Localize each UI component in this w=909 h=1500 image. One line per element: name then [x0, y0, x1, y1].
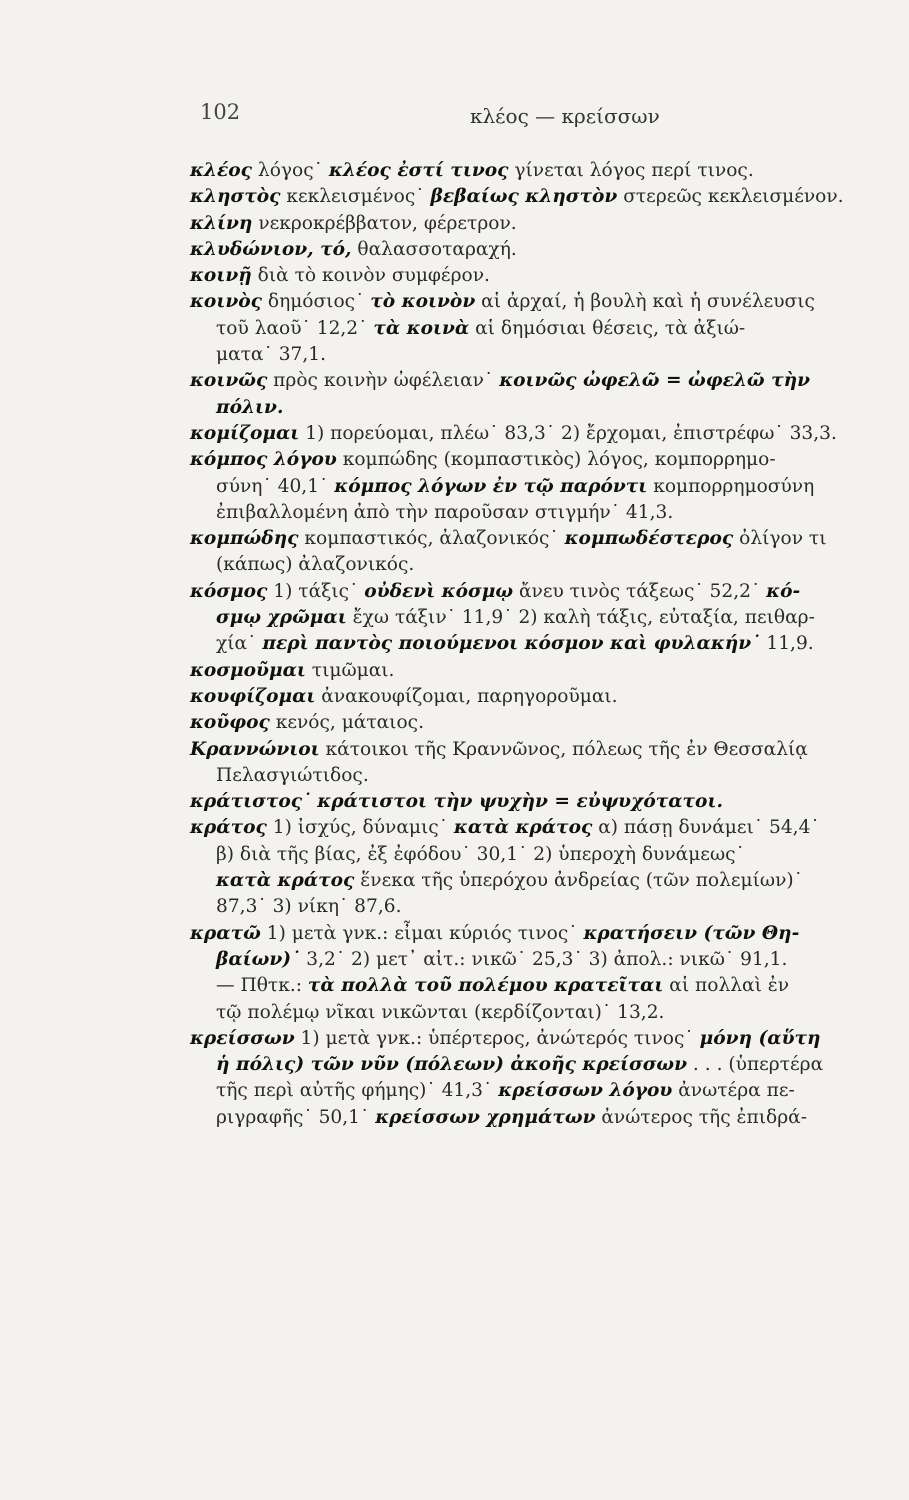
definition-text: αἱ ἀρχαί, ἡ βουλὴ καὶ ἡ συνέλευσις	[475, 291, 815, 313]
definition-text: αἱ πολλαὶ ἐν	[663, 975, 790, 997]
definition-text: διὰ τὸ κοινὸν συμφέρον.	[251, 265, 490, 287]
definition-text: ἕνεκα τῆς ὑπερόχου ἀνδρείας (τῶν πολεμίων)˙	[354, 870, 803, 892]
phrase: τὸ κοινὸν	[370, 291, 476, 313]
entry-line	[190, 184, 909, 210]
headword: κοσμοῦμαι	[190, 659, 306, 681]
headword: κλέος	[190, 160, 253, 181]
definition-text: τιμῶμαι.	[305, 659, 395, 681]
definition-text: κεκλεισμένος˙	[280, 186, 431, 208]
phrase: τὰ πολλὰ τοῦ πολέμου κρατεῖται	[307, 975, 664, 997]
entry-line	[190, 395, 909, 421]
definition-text: (κάπως) ἀλαζονικός.	[216, 554, 415, 576]
entry-line	[190, 1105, 909, 1131]
headword: κρείσσων	[190, 1027, 295, 1049]
headword: κοινῇ	[190, 265, 252, 287]
definition-text: θαλασσοταραχή.	[351, 238, 517, 260]
entry-line	[190, 211, 909, 237]
entry-line	[190, 631, 909, 657]
definition-text: ριγραφῆς˙ 50,1˙	[216, 1106, 376, 1128]
phrase: κλέος ἐστί τινος	[328, 160, 509, 181]
entry-line	[190, 368, 909, 394]
entry-line	[190, 789, 909, 815]
phrase: μόνη (αὕτη	[699, 1027, 821, 1049]
entry-line	[190, 973, 909, 999]
phrase: κατὰ κράτος	[453, 817, 593, 839]
definition-text: δημόσιος˙	[261, 291, 371, 313]
entry-line	[190, 1078, 909, 1104]
headword: κλίνη	[190, 212, 253, 234]
definition-text: κομπαστικός, ἀλαζονικός˙	[298, 528, 565, 550]
page-header	[0, 100, 909, 140]
entry-line	[190, 710, 909, 736]
entry-line	[190, 579, 909, 605]
headword: κράτος	[190, 817, 267, 839]
definition-text: ὀλίγον τι	[733, 528, 827, 550]
definition-text: ἄνευ τινὸς τάξεως˙ 52,2˙	[513, 580, 767, 602]
entry-line	[190, 684, 909, 710]
headword: κόσμος	[190, 580, 268, 602]
phrase: οὐδενὶ κόσμῳ	[364, 580, 514, 602]
definition-text: — Πθτκ.:	[216, 975, 308, 997]
entry-line	[190, 1026, 909, 1052]
entry-line	[190, 1000, 909, 1026]
definition-text: τῷ πολέμῳ νῖκαι νικῶνται (κερδίζονται)˙ 13,2.	[216, 1001, 665, 1023]
entry-line	[190, 842, 909, 868]
definition-text: 1) ἰσχύς, δύναμις˙	[266, 817, 454, 839]
definition-text: στερεῶς κεκλεισμένον.	[617, 186, 844, 208]
entry-line	[190, 947, 909, 973]
definition-text: Πελασγιώτιδος.	[216, 764, 369, 786]
entry-line	[190, 474, 909, 500]
headword: κόμπος λόγου	[190, 449, 337, 471]
entry-line	[190, 815, 909, 841]
definition-text: κομπορρημοσύνη	[647, 475, 815, 497]
headword: Κραννώνιοι	[190, 738, 320, 760]
phrase: κό-	[766, 580, 801, 602]
definition-text: ματα˙ 37,1.	[216, 344, 327, 366]
entry-line	[190, 605, 909, 631]
definition-text: αἱ δημόσιαι θέσεις, τὰ ἀξιώ-	[469, 317, 746, 339]
headword: κουφίζομαι	[190, 685, 316, 707]
definition-text: τῆς περὶ αὐτῆς φήμης)˙ 41,3˙	[216, 1080, 499, 1102]
glossary-entries	[190, 158, 909, 1131]
entry-line	[190, 921, 909, 947]
definition-text: πρὸς κοινὴν ὠφέλειαν˙	[267, 370, 500, 392]
running-title: κλέος — κρείσσων	[470, 104, 660, 128]
definition-text: 87,3˙ 3) νίκη˙ 87,6.	[216, 896, 402, 918]
entry-line	[190, 1052, 909, 1078]
headword: κοῦφος	[190, 712, 270, 734]
headword: κομπώδης	[190, 528, 299, 550]
phrase: κοινῶς ὠφελῶ = ὠφελῶ τὴν	[499, 370, 811, 392]
headword: κληστὸς	[190, 186, 281, 208]
definition-text: λόγος˙	[252, 160, 329, 181]
phrase: κατὰ κράτος	[216, 870, 355, 892]
entry-line	[190, 263, 909, 289]
phrase: κράτιστοι τὴν ψυχὴν = εὐψυχότατοι.	[317, 791, 723, 813]
entry-line	[190, 500, 909, 526]
definition-text: α) πάσῃ δυνάμει˙ 54,4˙	[592, 817, 820, 839]
phrase: βαίων)˙	[216, 948, 301, 970]
phrase: περὶ παντὸς ποιούμενοι κόσμον καὶ φυλακήν˙	[262, 633, 761, 655]
entry-line	[190, 894, 909, 920]
entry-line	[190, 342, 909, 368]
entry-line	[190, 737, 909, 763]
definition-text: 1) πορεύομαι, πλέω˙ 83,3˙ 2) ἔρχομαι, ἐπιστρέφω˙ 33,3.	[299, 422, 837, 444]
definition-text: ἀνακουφίζομαι, παρηγοροῦμαι.	[315, 685, 618, 707]
phrase: κρείσσων λόγου	[498, 1080, 673, 1102]
entry-line	[190, 447, 909, 473]
headword: κοινῶς	[190, 370, 268, 392]
entry-line	[190, 421, 909, 447]
entry-line	[190, 316, 909, 342]
definition-text: 1) τάξις˙	[267, 580, 365, 602]
entry-line	[190, 658, 909, 684]
phrase: σμῳ χρῶμαι	[216, 607, 347, 629]
definition-text: 1) μετὰ γνκ.: εἶμαι κύριός τινος˙	[260, 922, 584, 944]
entry-line	[190, 868, 909, 894]
entry-line	[190, 526, 909, 552]
headword: κοινὸς	[190, 291, 262, 313]
entry-line	[190, 237, 909, 263]
definition-text: χία˙	[216, 633, 263, 655]
phrase: τὰ κοινὰ	[373, 317, 470, 339]
definition-text: 11,9.	[760, 633, 814, 655]
phrase: πόλιν.	[216, 396, 284, 418]
definition-text: ἀνωτέρα πε-	[672, 1080, 795, 1102]
headword: κράτιστος˙	[190, 791, 312, 813]
definition-text: νεκροκρέββατον, φέρετρον.	[252, 212, 517, 234]
definition-text: κομπώδης (κομπαστικὸς) λόγος, κομπορρημο-	[336, 449, 776, 471]
definition-text: γίνεται λόγος περί τινος.	[508, 160, 754, 181]
definition-text: τοῦ λαοῦ˙ 12,2˙	[216, 317, 374, 339]
headword: κομίζομαι	[190, 422, 300, 444]
definition-text: ἐπιβαλλομένη ἀπὸ τὴν παροῦσαν στιγμήν˙ 41,3.	[216, 501, 674, 523]
phrase: βεβαίως κληστὸν	[430, 186, 618, 208]
definition-text: 1) μετὰ γνκ.: ὑπέρτερος, ἀνώτερός τινος˙	[294, 1027, 700, 1049]
definition-text: ἀνώτερος τῆς ἐπιδρά-	[595, 1106, 807, 1128]
definition-text: σύνη˙ 40,1˙	[216, 475, 335, 497]
definition-text: . . . (ὑπερτέρα	[687, 1054, 824, 1076]
headword: κλυδώνιον, τό,	[190, 238, 352, 260]
definition-text: κενός, μάταιος.	[269, 712, 424, 734]
phrase: ἡ πόλις) τῶν νῦν (πόλεων) ἀκοῆς κρείσσων	[216, 1054, 688, 1076]
entry-line	[190, 552, 909, 578]
entry-line	[190, 289, 909, 315]
definition-text: ἔχω τάξιν˙ 11,9˙ 2) καλὴ τάξις, εὐταξία, πειθαρ-	[346, 607, 815, 629]
definition-text: κάτοικοι τῆς Κραννῶνος, πόλεως τῆς ἐν Θεσσαλίᾳ	[319, 738, 808, 760]
phrase: κομπωδέστερος	[564, 528, 734, 550]
definition-text: 3,2˙ 2) μετ᾽ αἰτ.: νικῶ˙ 25,3˙ 3) ἀπολ.: νικῶ˙ 91,1.	[300, 948, 788, 970]
definition-text: β) διὰ τῆς βίας, ἐξ ἐφόδου˙ 30,1˙ 2) ὑπεροχὴ δυνάμεως˙	[216, 843, 745, 865]
page-number: 102	[200, 100, 241, 124]
phrase: κόμπος λόγων ἐν τῷ παρόντι	[334, 475, 648, 497]
headword: κρατῶ	[190, 922, 261, 944]
entry-line	[190, 763, 909, 789]
phrase: κρατήσειν (τῶν Θη-	[583, 922, 800, 944]
phrase: κρείσσων χρημάτων	[375, 1106, 596, 1128]
entry-line	[190, 158, 909, 184]
